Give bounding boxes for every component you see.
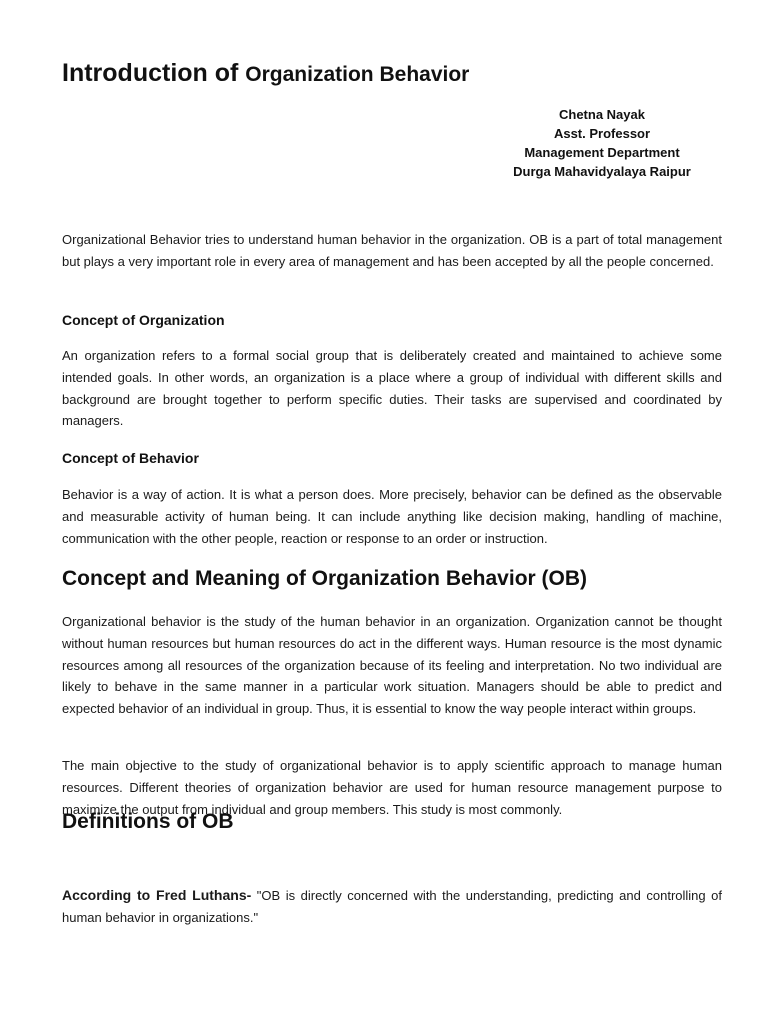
definitions-heading: Definitions of OB xyxy=(62,810,234,833)
concept-organization-heading: Concept of Organization xyxy=(62,312,225,328)
intro-paragraph: Organizational Behavior tries to understand human behavior in the organization. OB is a part of total management but plays a very important role in every area of management and has been accepted by all the people concerned. xyxy=(62,232,722,269)
concept-meaning-heading: Concept and Meaning of Organization Behavior (OB) xyxy=(62,567,588,590)
definition-luthans-quote: "OB is directly concerned with the understanding, predicting and controlling of human behavior in organizations." xyxy=(62,888,722,925)
author-position: Asst. Professor xyxy=(553,126,651,141)
author-department: Management Department xyxy=(524,145,680,160)
author-name: Chetna Nayak xyxy=(559,107,645,122)
title-part-intro: Introduction of xyxy=(62,59,246,87)
definition-luthans-author: According to Fred Luthans- xyxy=(62,887,252,903)
concept-organization-text: An organization refers to a formal social group that is deliberately created and maintained to achieve some intended goals. In other words, an organization is a place where a group of individual with different skills and background are brought together to perform specific duties. Their tasks are supervised and coordinated by managers. xyxy=(62,348,722,429)
document-title xyxy=(62,52,469,93)
title-part-subject: Organization Behavior xyxy=(245,63,470,86)
author-institution: Durga Mahavidyalaya Raipur xyxy=(513,164,691,179)
concept-behavior-heading: Concept of Behavior xyxy=(62,450,199,466)
author-block xyxy=(482,105,722,181)
concept-meaning-paragraph-2: The main objective to the study of organizational behavior is to apply scientific approach to manage human resources. Different theories of organization behavior are used for human resource management purpose to maximize the output from individual and group members. This study is most commonly. xyxy=(62,758,722,817)
concept-meaning-paragraph-1: Organizational behavior is the study of the human behavior in an organization. Organization cannot be thought without human resources but human resources do act in the different ways. Human resource is the most dynamic resources among all resources of the organization because of its feeling and interpretation. No two individual are likely to behave in the same manner in a particular work situation. Managers should be able to predict and expected behavior of an individual in group. Thus, it is essential to know the way people interact within groups. xyxy=(62,614,722,717)
definition-luthans xyxy=(62,885,722,929)
concept-behavior-text: Behavior is a way of action. It is what a person does. More precisely, behavior can be defined as the observable and measurable activity of human being. It can include anything like decision making, handling of machine, communication with the other people, reaction or response to an order or instruction. xyxy=(62,487,722,546)
